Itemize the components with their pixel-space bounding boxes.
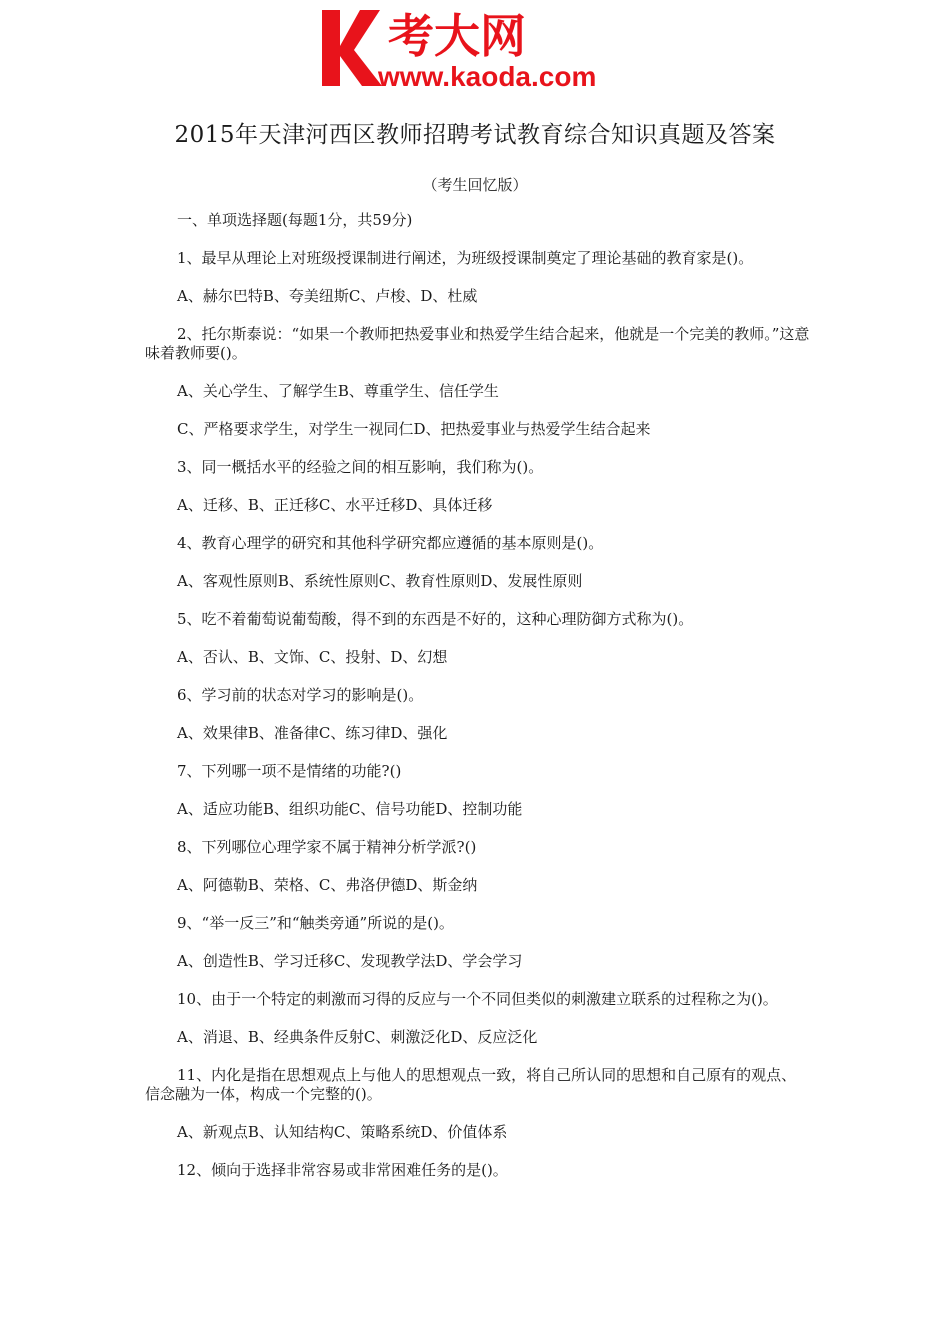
options-5: A、否认、B、文饰、C、投射、D、幻想	[177, 648, 448, 666]
question-6: 6、学习前的状态对学习的影响是()。	[177, 686, 424, 704]
question-3: 3、同一概括水平的经验之间的相互影响，我们称为()。	[177, 458, 544, 476]
question-10: 10、由于一个特定的刺激而习得的反应与一个不同但类似的刺激建立联系的过程称之为()。	[177, 990, 778, 1008]
question-9: 9、“举一反三”和“触类旁通”所说的是()。	[177, 914, 454, 932]
options-11: A、新观点B、认知结构C、策略系统D、价值体系	[177, 1123, 508, 1141]
logo-name: 考大网	[388, 10, 526, 62]
logo-url: www.kaoda.com	[378, 61, 597, 92]
options-8: A、阿德勒B、荣格、C、弗洛伊德D、斯金纳	[177, 876, 478, 894]
options-9: A、创造性B、学习迁移C、发现教学法D、学会学习	[177, 952, 523, 970]
options-2b: C、严格要求学生，对学生一视同仁D、把热爱事业与热爱学生结合起来	[177, 420, 651, 438]
question-8: 8、下列哪位心理学家不属于精神分析学派?()	[177, 838, 477, 856]
question-4: 4、教育心理学的研究和其他科学研究都应遵循的基本原则是()。	[177, 534, 604, 552]
question-1: 1、最早从理论上对班级授课制进行阐述，为班级授课制奠定了理论基础的教育家是()。	[177, 249, 754, 267]
document-body	[145, 211, 810, 1199]
options-2a: A、关心学生、了解学生B、尊重学生、信任学生	[177, 382, 499, 400]
options-4: A、客观性原则B、系统性原则C、教育性原则D、发展性原则	[177, 572, 583, 590]
kaoda-logo-graphic	[318, 6, 638, 92]
question-2: 2、托尔斯泰说：“如果一个教师把热爱事业和热爱学生结合起来，他就是一个完美的教师。”这意味着教师要()。	[145, 325, 810, 362]
document-title: 2015年天津河西区教师招聘考试教育综合知识真题及答案	[174, 122, 776, 148]
kaoda-logo[interactable]	[318, 6, 638, 92]
options-6: A、效果律B、准备律C、练习律D、强化	[177, 724, 448, 742]
question-11: 11、内化是指在思想观点上与他人的思想观点一致，将自己所认同的思想和自己原有的观点、信念融为一体，构成一个完整的()。	[145, 1066, 797, 1103]
options-1: A、赫尔巴特B、夸美纽斯C、卢梭、D、杜威	[177, 287, 478, 305]
document-subtitle: （考生回忆版）	[422, 176, 528, 194]
question-12: 12、倾向于选择非常容易或非常困难任务的是()。	[177, 1161, 508, 1179]
options-7: A、适应功能B、组织功能C、信号功能D、控制功能	[177, 800, 523, 818]
question-7: 7、下列哪一项不是情绪的功能?()	[177, 762, 402, 780]
options-10: A、消退、B、经典条件反射C、刺激泛化D、反应泛化	[177, 1028, 538, 1046]
options-3: A、迁移、B、正迁移C、水平迁移D、具体迁移	[177, 496, 493, 514]
question-5: 5、吃不着葡萄说葡萄酸，得不到的东西是不好的，这种心理防御方式称为()。	[177, 610, 694, 628]
section-heading: 一、单项选择题(每题1分，共59分)	[177, 211, 413, 229]
